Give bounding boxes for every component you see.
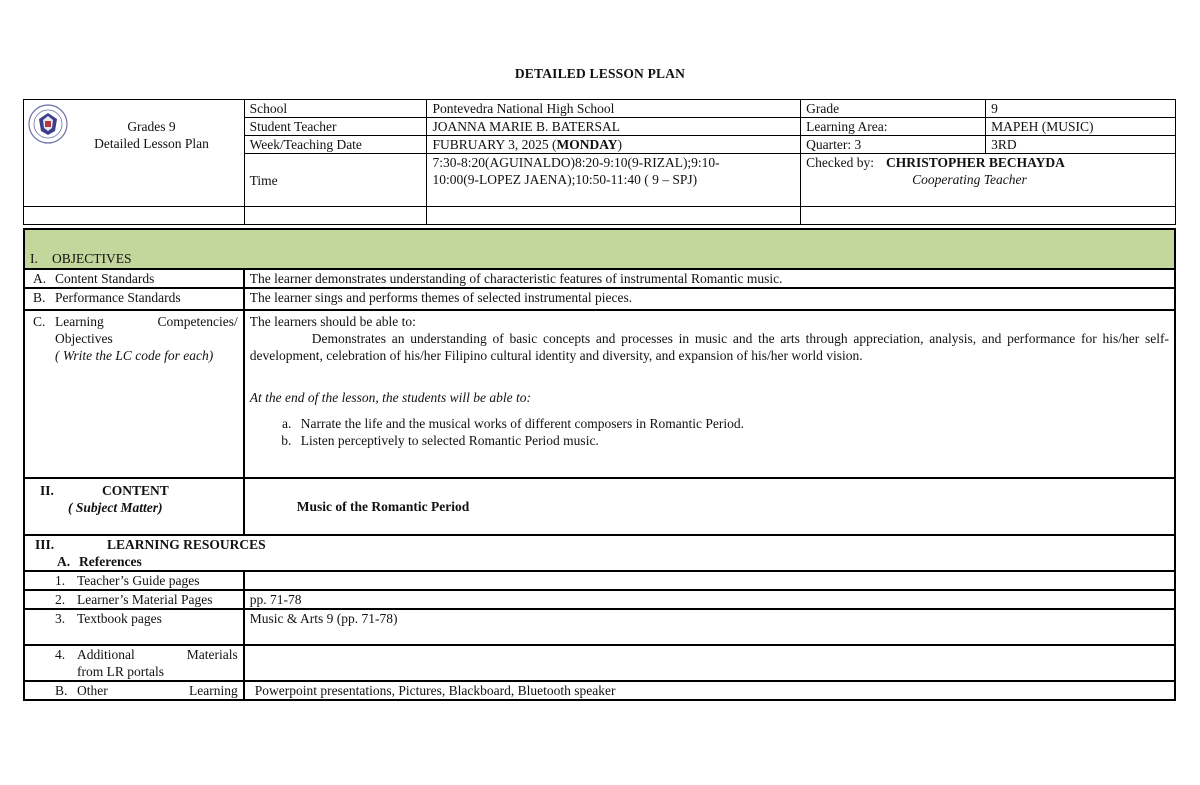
objectives-list [250,415,1169,449]
objectives-header [24,229,1175,269]
performance-standards-label: Performance Standards [55,290,181,305]
school-label: School [244,100,427,118]
competencies-label: Learning Competencies/ [55,314,238,329]
end-of-lesson-intro: At the end of the lesson, the students will be able to: [249,390,531,405]
teachers-guide-label-cell [24,571,244,590]
additional-materials-label: Additional Materials [77,647,238,662]
teachers-guide-label: Teacher’s Guide pages [77,573,200,588]
resources-num: III. [35,537,55,552]
school-value: Pontevedra National High School [427,100,801,118]
student-teacher-label: Student Teacher [244,118,427,136]
quarter-value: 3RD [986,136,1176,154]
content-standards-label: Content Standards [55,271,155,286]
objectives-title: OBJECTIVES [52,251,132,266]
checked-by-label: Checked by: [806,155,875,170]
teaching-date-value [427,136,801,154]
other-resources-label: Other Learning [77,683,238,698]
blank-cell [24,207,245,225]
quarter-label: Quarter: 3 [801,136,986,154]
resources-title: LEARNING RESOURCES [107,537,266,552]
competencies-num: C. [33,314,46,329]
content-label-cell [24,478,244,535]
teachers-guide-value [244,571,1175,590]
student-teacher-value: JOANNA MARIE B. BATERSAL [427,118,801,136]
performance-standards-num: B. [33,290,46,305]
list-item: a. Narrate the life and the musical works of different composers in Romantic Period. [295,415,1169,432]
teachers-guide-num: 1. [55,573,66,588]
content-standards-value: The learner demonstrates understanding of characteristic features of instrumental Romantic music. [244,269,1175,288]
learning-area-value: MAPEH (MUSIC) [986,118,1176,136]
content-num: II. [40,483,54,498]
document-title: DETAILED LESSON PLAN [514,66,686,81]
learners-material-label: Learner’s Material Pages [77,592,213,607]
references-num: A. [57,554,71,569]
grade-level-label: Grades 9 [127,119,176,134]
learners-material-value: pp. 71-78 [244,590,1175,609]
content-standards-label-cell [24,269,244,288]
performance-standards-label-cell [24,288,244,310]
time-label: Time [244,154,427,207]
other-resources-label-cell [24,681,244,700]
grade-value: 9 [986,100,1176,118]
lesson-table [23,228,1176,701]
textbook-label: Textbook pages [77,611,162,626]
additional-materials-value [244,645,1175,681]
content-title: CONTENT [102,483,169,498]
competencies-value [244,310,1175,478]
textbook-num: 3. [55,611,66,626]
blank-cell [801,207,1176,225]
learners-material-label-cell [24,590,244,609]
competencies-text: Demonstrates an understanding of basic concepts and processes in music and the arts through appreciation, analysis, and performance for his/her self-development, celebration of his/her Filipino cultural identity and diversity, and expansion of his/her world vision. [249,331,1169,363]
learners-material-num: 2. [55,592,66,607]
competencies-intro: The learners should be able to: [249,314,416,329]
learning-area-label: Learning Area: [801,118,986,136]
additional-materials-num: 4. [55,647,66,662]
content-value: Music of the Romantic Period [244,478,1175,535]
resources-header [24,535,1175,571]
blank-cell [244,207,427,225]
competencies-label-cell [24,310,244,478]
teaching-day: MONDAY [556,137,618,152]
blank-cell [427,207,801,225]
other-resources-value: Powerpoint presentations, Pictures, Blackboard, Bluetooth speaker [244,681,1175,700]
header-table [23,99,1176,225]
checked-by-role: Cooperating Teacher [912,172,1027,187]
lc-code-note: ( Write the LC code for each) [55,348,214,363]
content-standards-num: A. [33,271,47,286]
checked-by-cell [801,154,1176,207]
lr-portals-label: from LR portals [77,664,164,679]
deped-seal-icon [28,104,68,144]
textbook-value: Music & Arts 9 (pp. 71-78) [244,609,1175,645]
performance-standards-value: The learner sings and performs themes of selected instrumental pieces. [244,288,1175,310]
content-subtitle: ( Subject Matter) [68,500,163,515]
teaching-date-text: FUBRUARY 3, 2025 ( [432,137,557,152]
references-label: References [79,554,142,569]
plan-type-label: Detailed Lesson Plan [94,136,209,151]
textbook-label-cell [24,609,244,645]
grade-field-label: Grade [801,100,986,118]
list-item: b. Listen perceptively to selected Romantic Period music. [295,432,1169,449]
objectives-label: Objectives [55,331,113,346]
other-resources-num: B. [55,683,68,698]
checked-by-name: CHRISTOPHER BECHAYDA [886,155,1065,170]
time-value: 7:30-8:20(AGUINALDO)8:20-9:10(9-RIZAL);9:10-10:00(9-LOPEZ JAENA);10:50-11:40 ( 9 – SPJ) [427,154,801,207]
additional-materials-label-cell [24,645,244,681]
header-logo-cell [24,100,245,207]
objectives-num: I. [30,251,38,266]
teaching-date-label: Week/Teaching Date [244,136,427,154]
teaching-date-close: ) [617,137,623,152]
